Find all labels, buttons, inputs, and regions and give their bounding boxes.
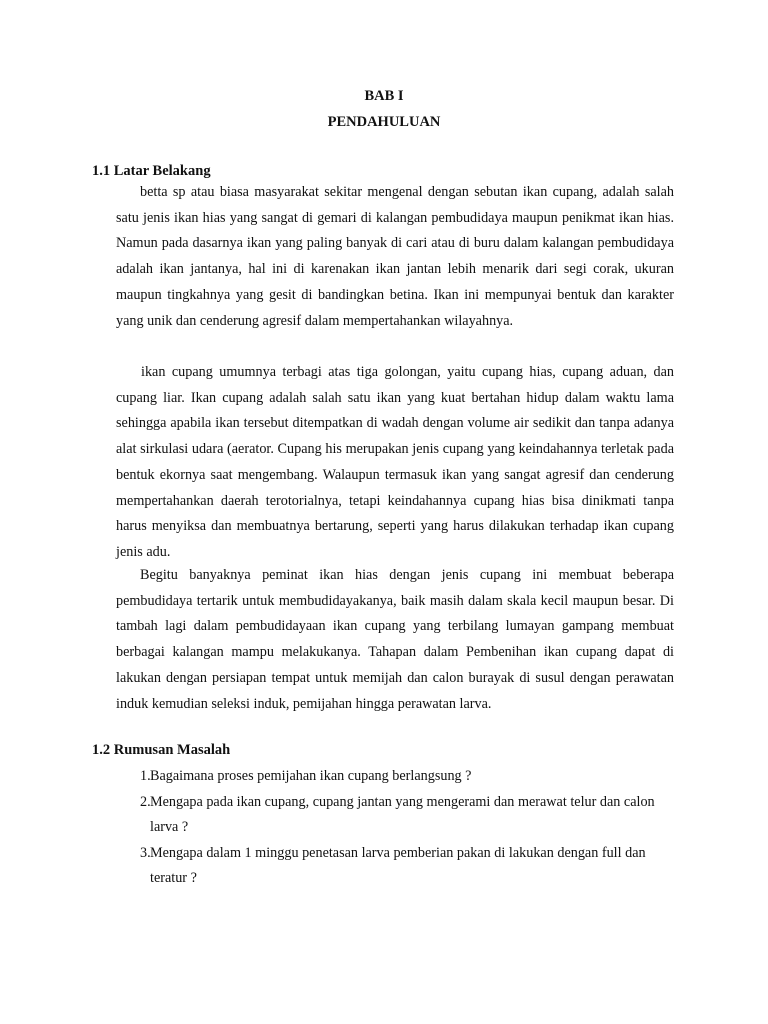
- chapter-label: BAB I: [364, 88, 404, 104]
- list-item-text: Bagaimana proses pemijahan ikan cupang berlangsung ?: [150, 768, 472, 784]
- list-item: [116, 790, 676, 841]
- section-heading-rumusan-masalah: 1.2 Rumusan Masalah: [92, 742, 231, 758]
- list-item: [116, 841, 676, 892]
- list-item-text: Mengapa dalam 1 minggu penetasan larva pemberian pakan di lakukan dengan full dan teratur ?: [150, 844, 646, 887]
- list-item: [116, 764, 676, 790]
- section-heading-latar-belakang: 1.1 Latar Belakang: [92, 163, 211, 179]
- list-item-number: 2.: [140, 793, 151, 810]
- paragraph-1: betta sp atau biasa masyarakat sekitar mengenal dengan sebutan ikan cupang, adalah salah satu jenis ikan hias yang sangat di gemari di kalangan pembudidaya maupun penikmat ikan hias. Namun pada dasarnya ikan yang paling banyak di cari atau di buru dalam kalangan pembudidaya adalah ikan jantanya, hal ini di karenakan ikan jantan lebih menarik dari segi corak, ukuran maupun tingkahnya yang gesit di bandingkan betina. Ikan ini mempunyai bentuk dan karakter yang unik dan cenderung agresif dalam mempertahankan wilayahnya.: [116, 184, 674, 329]
- chapter-title: PENDAHULUAN: [327, 114, 441, 130]
- problem-list: [116, 764, 676, 892]
- paragraph-2: ikan cupang umumnya terbagi atas tiga golongan, yaitu cupang hias, cupang aduan, dan cupang liar. Ikan cupang adalah salah satu ikan yang kuat bertahan hidup dalam waktu lama sehingga apabila ikan tersebut ditempatkan di wadah dengan volume air sedikit dan tanpa adanya alat sirkulasi udara (aerator. Cupang his merupakan jenis cupang yang keindahannya terletak pada bentuk ekornya saat mengembang. Walaupun termasuk ikan yang sangat agresif dan cenderung mempertahankan daerah terotorialnya, tetapi keindahannya cupang hias bisa dinikmati tanpa harus menyiksa dan membuatnya bertarung, seperti yang harus dilakukan terhadap ikan cupang jenis adu.: [116, 364, 674, 560]
- paragraph-3: Begitu banyaknya peminat ikan hias dengan jenis cupang ini membuat beberapa pembudidaya tertarik untuk membudidayakanya, baik masih dalam skala kecil maupun besar. Di tambah lagi dalam pembudidayaan ikan cupang yang terbilang lumayan gampang membuat berbagai kalangan mampu melakukanya. Tahapan dalam Pembenihan ikan cupang dapat di lakukan dengan persiapan tempat untuk memijah dan calon burayak di susul dengan perawatan induk kemudian seleksi induk, pemijahan hingga perawatan larva.: [116, 567, 674, 712]
- list-item-text: Mengapa pada ikan cupang, cupang jantan yang mengerami dan merawat telur dan calon larva ?: [150, 793, 655, 836]
- list-item-number: 3.: [140, 844, 151, 861]
- list-item-number: 1.: [140, 768, 151, 784]
